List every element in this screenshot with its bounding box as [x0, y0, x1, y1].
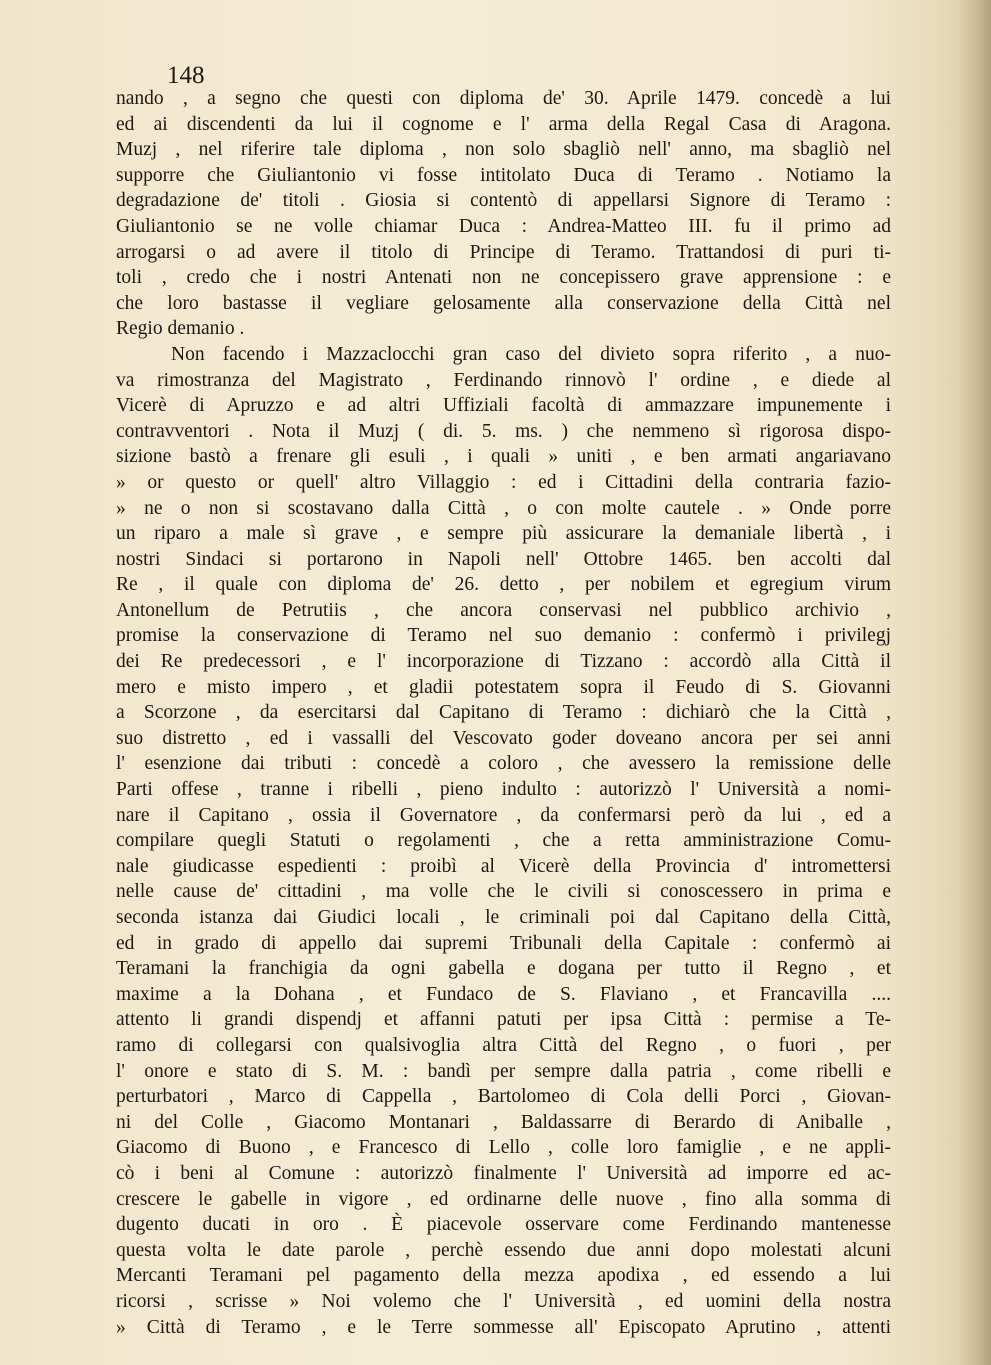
text-line: perturbatori , Marco di Cappella , Bartolomeo di Cola delli Porci , Giovan-	[116, 1086, 891, 1108]
text-line: cò i beni al Comune : autorizzò finalmente l' Università ad imporre ed ac-	[116, 1162, 891, 1184]
text-line: Parti offese , tranne i ribelli , pieno indulto : autorizzò l' Università a nomi-	[116, 779, 891, 801]
text-line: Giuliantonio se ne volle chiamar Duca : Andrea-Matteo III. fu il primo ad	[116, 215, 891, 237]
text-line: nare il Capitano , ossia il Governatore , da confermarsi però da lui , ed a	[116, 804, 891, 826]
text-line: Muzj , nel riferire tale diploma , non solo sbagliò nell' anno, ma sbagliò nel	[116, 139, 891, 161]
text-line: suo distretto , ed i vassalli del Vescovato goder doveano ancora per sei anni	[116, 727, 891, 749]
text-line: ed ai discendenti da lui il cognome e l' arma della Regal Casa di Aragona.	[116, 113, 891, 135]
text-line: toli , credo che i nostri Antenati non ne concepissero grave apprensione : e	[116, 267, 891, 289]
text-line: Antonellum de Petrutiis , che ancora conservasi nel pubblico archivio ,	[116, 599, 891, 621]
text-line: Regio demanio .	[116, 318, 245, 340]
text-line: Re , il quale con diploma de' 26. detto , per nobilem et egregium virum	[116, 574, 891, 596]
text-line: » or questo or quell' altro Villaggio : ed i Cittadini della contraria fazio-	[116, 471, 891, 493]
text-line: supporre che Giuliantonio vi fosse intitolato Duca di Teramo . Notiamo la	[116, 164, 891, 186]
text-line: che loro bastasse il vegliare gelosamente alla conservazione della Città nel	[116, 292, 891, 314]
text-line: Non facendo i Mazzaclocchi gran caso del divieto sopra riferito , a nuo-	[171, 343, 891, 365]
page-edge-shadow	[957, 0, 991, 1365]
text-line: attento li grandi dispendj et affanni patuti per ipsa Città : permise a Te-	[116, 1009, 891, 1031]
text-line: contravventori . Nota il Muzj ( di. 5. ms. ) che nemmeno sì rigorosa dispo-	[116, 420, 891, 442]
text-line: nostri Sindaci si portarono in Napoli nell' Ottobre 1465. ben accolti dal	[116, 548, 891, 570]
text-line: compilare quegli Statuti o regolamenti , che a retta amministrazione Comu-	[116, 830, 891, 852]
text-line: un riparo a male sì grave , e sempre più assicurare la demaniale libertà , i	[116, 523, 891, 545]
text-line: questa volta le date parole , perchè essendo due anni dopo molestati alcuni	[116, 1239, 891, 1261]
text-line: sizione bastò a frenare gli esuli , i quali » uniti , e ben armati angariavano	[116, 446, 891, 468]
text-line: l' onore e stato di S. M. : bandì per sempre dalla patria , come ribelli e	[116, 1060, 891, 1082]
text-line: nando , a segno che questi con diploma de' 30. Aprile 1479. concedè a lui	[116, 88, 891, 109]
text-line: dugento ducati in oro . È piacevole osservare come Ferdinando mantenesse	[116, 1214, 891, 1236]
text-line: Teramani la franchigia da ogni gabella e dogana per tutto il Regno , et	[116, 958, 891, 980]
text-line: maxime a la Dohana , et Fundaco de S. Flaviano , et Francavilla ....	[116, 983, 891, 1005]
text-line: seconda istanza dai Giudici locali , le criminali poi dal Capitano della Città,	[116, 907, 891, 928]
text-line: dei Re predecessori , e l' incorporazione di Tizzano : accordò alla Città il	[116, 651, 891, 673]
text-line: degradazione de' titoli . Giosia si contentò di appellarsi Signore di Teramo :	[116, 190, 891, 212]
text-line: nale giudicasse espedienti : proibì al Vicerè della Provincia d' intromettersi	[116, 855, 891, 877]
text-line: crescere le gabelle in vigore , ed ordinarne delle nuove , fino alla somma di	[116, 1188, 891, 1210]
text-line: mero e misto impero , et gladii potestatem sopra il Feudo di S. Giovanni	[116, 676, 891, 698]
text-line: nelle cause de' cittadini , ma volle che le civili si conoscessero in prima e	[116, 881, 891, 903]
text-line: ed in grado di appello dai supremi Tribunali della Capitale : confermò ai	[116, 932, 891, 954]
text-line: promise la conservazione di Teramo nel suo demanio : confermò i privilegj	[116, 625, 891, 647]
text-line: ricorsi , scrisse » Noi volemo che l' Università , ed uomini della nostra	[116, 1290, 891, 1312]
text-line: l' esenzione dai tributi : concedè a coloro , che avessero la remissione delle	[116, 753, 891, 775]
text-line: Giacomo di Buono , e Francesco di Lello , colle loro famiglie , e ne appli-	[116, 1137, 891, 1159]
text-line: arrogarsi o ad avere il titolo di Principe di Teramo. Trattandosi di puri ti-	[116, 241, 891, 263]
text-line: a Scorzone , da esercitarsi dal Capitano di Teramo : dichiarò che la Città ,	[116, 702, 891, 724]
page-number: 148	[167, 62, 205, 89]
body-text	[116, 86, 891, 1340]
text-line: ramo di collegarsi con qualsivoglia altra Città del Regno , o fuori , per	[116, 1034, 891, 1056]
text-line: Mercanti Teramani pel pagamento della mezza apodixa , ed essendo a lui	[116, 1265, 891, 1287]
text-line: Vicerè di Apruzzo e ad altri Uffiziali facoltà di ammazzare impunemente i	[116, 395, 891, 417]
text-line: ni del Colle , Giacomo Montanari , Baldassarre di Berardo di Aniballe ,	[116, 1111, 891, 1133]
text-line: » Città di Teramo , e le Terre sommesse all' Episcopato Aprutino , attenti	[116, 1316, 891, 1338]
text-line: va rimostranza del Magistrato , Ferdinando rinnovò l' ordine , e diede al	[116, 369, 891, 391]
text-line: » ne o non si scostavano dalla Città , o con molte cautele . » Onde porre	[116, 497, 891, 519]
